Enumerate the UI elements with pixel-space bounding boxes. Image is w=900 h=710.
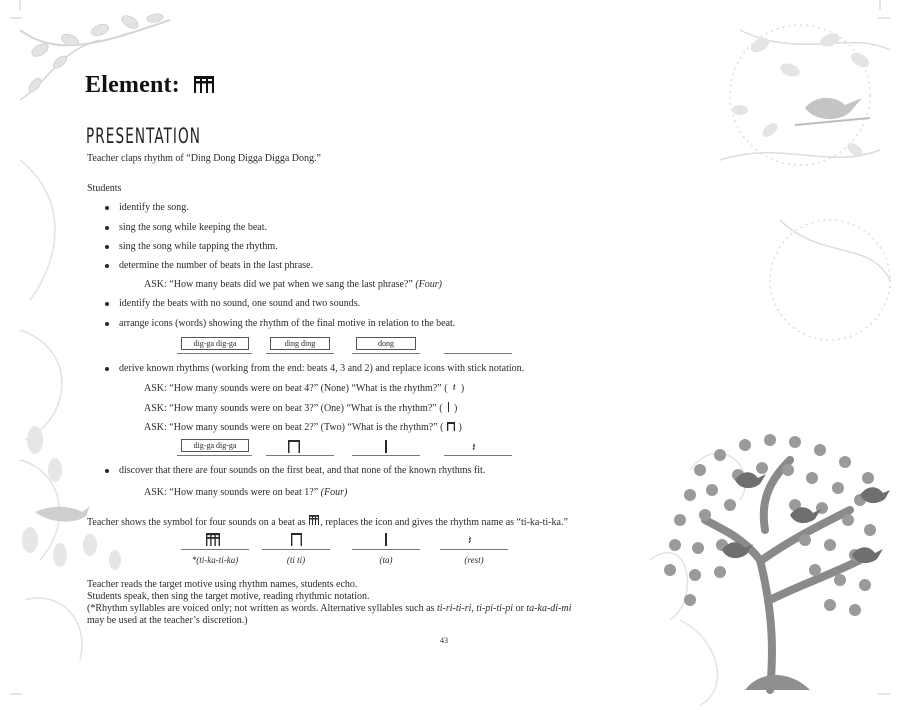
- list-item: derive known rhythms (working from the end: beats 4, 3 and 2) and replace icons with stick notation.: [119, 363, 525, 374]
- icon-card: dig-ga dig-ga: [181, 439, 249, 452]
- list-item: discover that there are four sounds on the first beat, and that none of the known rhythms fit.: [119, 465, 486, 476]
- bullet-dot: [105, 245, 109, 249]
- bullet-dot: [105, 469, 109, 473]
- eighth-notes-stick-icon: [446, 421, 456, 431]
- list-item: arrange icons (words) showing the rhythm of the final motive in relation to the beat.: [119, 318, 456, 329]
- students-label: Students: [87, 183, 122, 194]
- beat-line: [444, 353, 512, 354]
- ask-beat-2: ASK: “How many sounds were on beat 2?” (Two) “What is the rhythm?” ( ): [144, 422, 462, 433]
- beat-line: [266, 353, 334, 354]
- four-sixteenth-notes-icon: [205, 532, 221, 546]
- bullet-dot: [105, 302, 109, 306]
- bullet-dot: [105, 322, 109, 326]
- list-item: identify the song.: [119, 202, 189, 213]
- beat-line: [352, 549, 420, 550]
- four-sixteenth-notes-icon: [308, 514, 320, 525]
- tree-birds-icon: [722, 472, 890, 563]
- page-number: 43: [440, 636, 448, 645]
- rhythm-name: (ti ti): [286, 555, 306, 565]
- quarter-note-stick-icon: [448, 402, 450, 412]
- left-leaves: [22, 426, 121, 570]
- ask-beats-last-phrase: ASK: “How many beats did we pat when we sang the last phrase?” (Four): [144, 279, 442, 290]
- beat-line: [181, 549, 249, 550]
- eighth-notes-stick-icon: [290, 532, 303, 546]
- closing-line-2: Students speak, then sing the target motive, reading rhythmic notation.: [87, 591, 370, 602]
- ask-beat-4: ASK: “How many sounds were on beat 4?” (None) “What is the rhythm?” ( 𝄽 ): [144, 382, 465, 394]
- teacher-shows-text: Teacher shows the symbol for four sounds on a beat as , replaces the icon and gives the rhythm name as “ti-ka-ti-ka.”: [87, 514, 568, 529]
- top-right-leaves: [732, 31, 872, 160]
- bullet-dot: [105, 264, 109, 268]
- beat-line: [440, 549, 508, 550]
- beat-line: [352, 455, 420, 456]
- beat-line: [444, 455, 512, 456]
- beat-line: [262, 549, 330, 550]
- beat-line: [177, 353, 252, 354]
- quarter-rest-icon: 𝄽: [452, 382, 456, 394]
- ask-beat-3: ASK: “How many sounds were on beat 3?” (One) “What is the rhythm?” ( ): [144, 403, 458, 414]
- bullet-dot: [105, 206, 109, 210]
- syllable-note: (*Rhythm syllables are voiced only; not written as words. Alternative syllables such as ti-ri-ti-ri, ti-pi-ti-pi or ta-ka-di-mi: [87, 603, 572, 614]
- rhythm-name: (ta): [379, 555, 393, 565]
- bullet-dot: [105, 367, 109, 371]
- icon-card: ding ding: [270, 337, 330, 350]
- beat-line: [266, 455, 334, 456]
- page-title: Element:: [85, 72, 216, 99]
- rhythm-name: (rest): [464, 555, 484, 565]
- top-right-vine-ornament: [720, 25, 890, 340]
- top-right-bird-icon: [795, 98, 870, 125]
- left-swirls: [20, 160, 82, 660]
- icon-card: dong: [356, 337, 416, 350]
- quarter-rest-icon: 𝄽: [468, 533, 472, 547]
- syllable-note-line-2: may be used at the teacher’s discretion.): [87, 615, 248, 626]
- eighth-notes-stick-icon: [287, 439, 301, 453]
- left-bird-icon: [35, 506, 90, 522]
- icon-card: dig-ga dig-ga: [181, 337, 249, 350]
- quarter-rest-icon: 𝄽: [472, 440, 476, 454]
- quarter-note-stick-icon: [385, 533, 387, 546]
- closing-line-1: Teacher reads the target motive using rhythm names, students echo.: [87, 579, 358, 590]
- list-item: sing the song while tapping the rhythm.: [119, 241, 278, 252]
- section-heading: PRESENTATION: [86, 124, 202, 148]
- tree-illustration: [664, 434, 890, 690]
- bullet-dot: [105, 226, 109, 230]
- intro-text: Teacher claps rhythm of “Ding Dong Digga Digga Dong.”: [87, 153, 321, 164]
- list-item: sing the song while keeping the beat.: [119, 222, 268, 233]
- quarter-note-stick-icon: [385, 440, 387, 453]
- four-sixteenth-notes-icon: [192, 74, 216, 94]
- list-item: determine the number of beats in the last phrase.: [119, 260, 314, 271]
- ask-beat-1: ASK: “How many sounds were on beat 1?” (Four): [144, 487, 348, 498]
- list-item: identify the beats with no sound, one sound and two sounds.: [119, 298, 361, 309]
- beat-line: [177, 455, 252, 456]
- beat-line: [352, 353, 420, 354]
- rhythm-name: *(ti-ka-ti-ka): [191, 555, 239, 565]
